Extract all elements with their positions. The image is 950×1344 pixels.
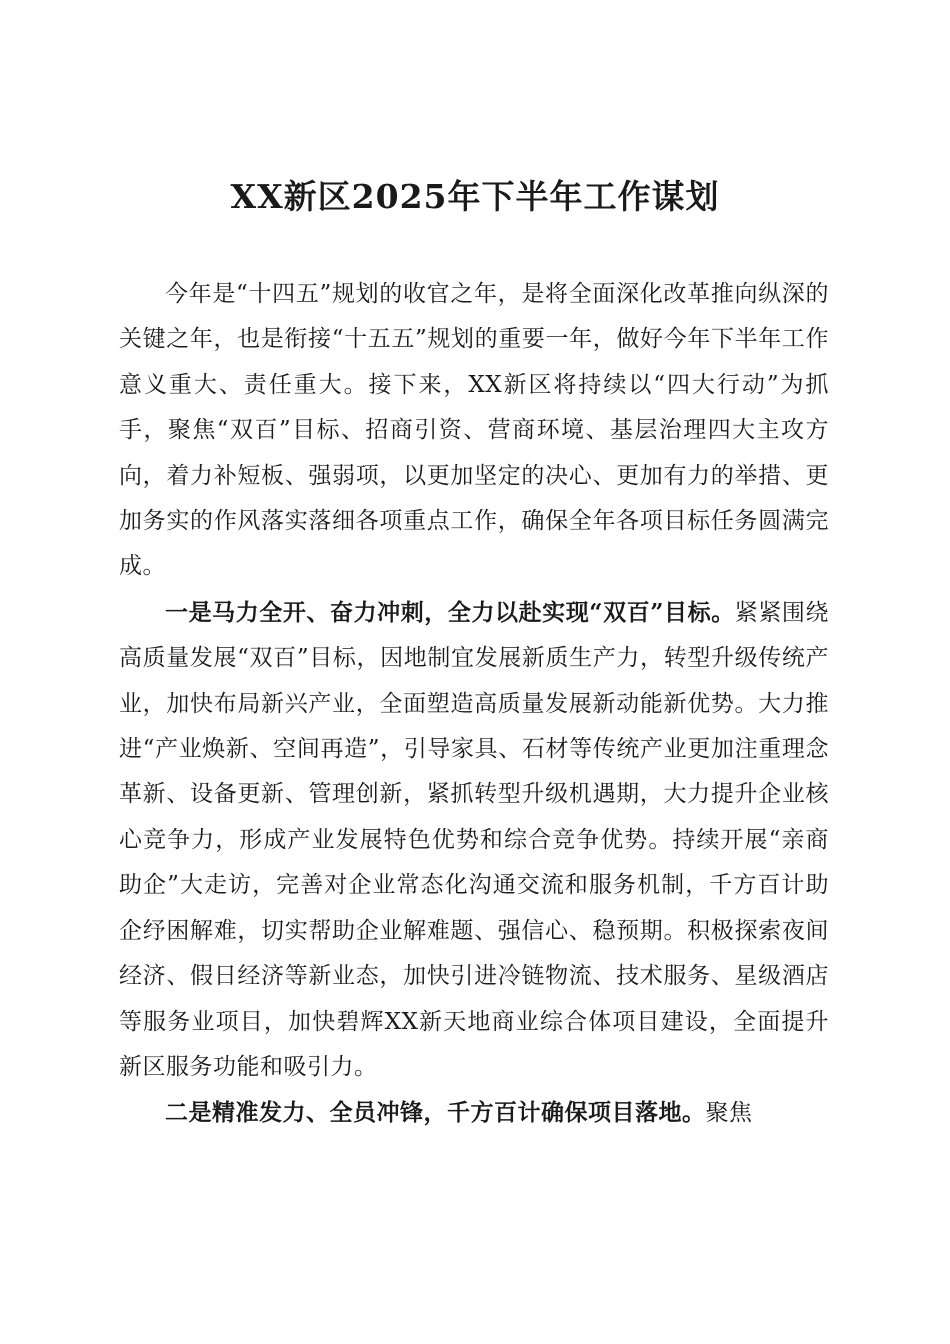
- document-title: XX新区2025年下半年工作谋划: [230, 177, 720, 217]
- section-text-2: 聚焦: [705, 1100, 753, 1127]
- intro-paragraph: 今年是“十四五”规划的收官之年，是将全面深化改革推向纵深的关键之年，也是衔接“十五五”规划的重要一年，做好今年下半年工作意义重大、责任重大。接下来，XX新区将持续以“四大行动”为抓手，聚焦“双百”目标、招商引资、营商环境、基层治理四大主攻方向，着力补短板、强弱项，以更加坚定的决心、更加有力的举措、更加务实的作风落实落细各项重点工作，确保全年各项目标任务圆满完成。: [119, 281, 829, 580]
- section-paragraph-2: [119, 1090, 829, 1136]
- document-body: [119, 272, 829, 1137]
- section-heading-1: 一是马力全开、奋力冲刺，全力以赴实现“双百”目标。: [165, 598, 735, 626]
- section-heading-2: 二是精准发力、全员冲锋，千方百计确保项目落地。: [165, 1099, 706, 1127]
- section-paragraph-1: [119, 590, 829, 1090]
- section-text-1: 紧紧围绕高质量发展“双百”目标，因地制宜发展新质生产力，转型升级传统产业，加快布局新兴产业，全面塑造高质量发展新动能新优势。大力推进“产业焕新、空间再造”，引导家具、石材等传统产业更加注重理念革新、设备更新、管理创新，紧抓转型升级机遇期，大力提升企业核心竞争力，形成产业发展特色优势和综合竞争优势。持续开展“亲商助企”大走访，完善对企业常态化沟通交流和服务机制，千方百计助企纾困解难，切实帮助企业解难题、强信心、稳预期。积极探索夜间经济、假日经济等新业态，加快引进冷链物流、技术服务、星级酒店等服务业项目，加快碧辉XX新天地商业综合体项目建设，全面提升新区服务功能和吸引力。: [119, 599, 829, 1080]
